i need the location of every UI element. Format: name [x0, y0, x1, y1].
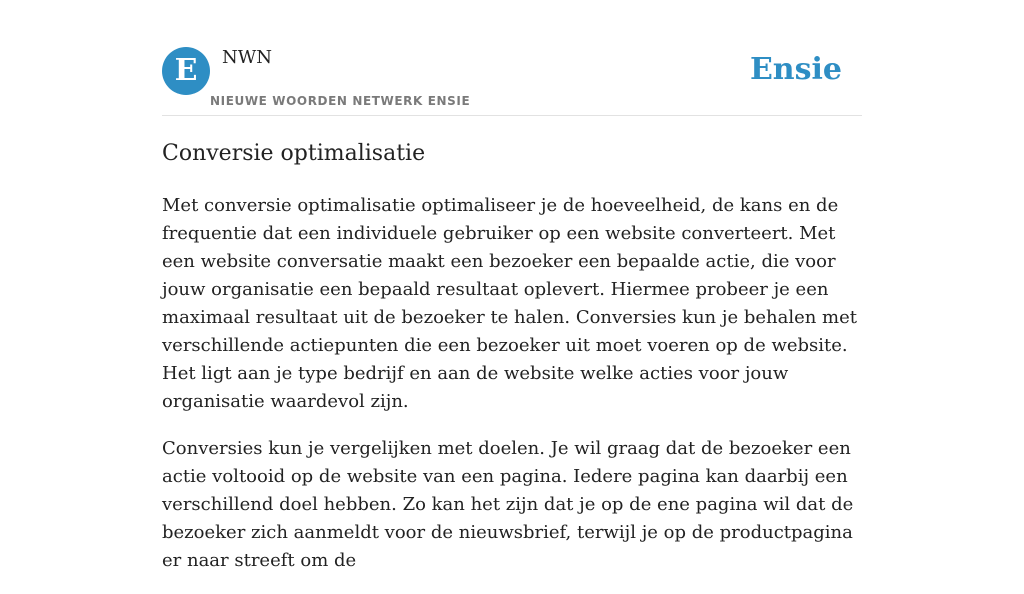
site-logo[interactable]: E [162, 47, 210, 95]
article-paragraph: Conversies kun je vergelijken met doelen. Je wil graag dat de bezoeker een actie voltooid op de website van een pagina. Iedere pagina kan daarbij een verschillend doel hebben. Zo kan het zijn dat je op de ene pagina wil dat de bezoeker zich aanmeldt voor de nieuwsbrief, terwijl je op de productpagina er naar streeft om de [162, 438, 854, 571]
site-subtitle: NIEUWE WOORDEN NETWERK ENSIE [210, 94, 471, 108]
header [162, 0, 862, 116]
article-body [162, 192, 862, 594]
article-paragraph: Met conversie optimalisatie optimaliseer je de hoeveelheid, de kans en de frequentie dat een individuele gebruiker op een website converteert. Met een website conversatie maakt een bezoeker een bepaalde actie, die voor jouw organisatie een bepaald resultaat oplevert. Hiermee probeer je een maximaal resultaat uit de bezoeker te halen. Conversies kun je behalen met verschillende actiepunten die een bezoeker uit moet voeren op de website. Het ligt aan je type bedrijf en aan de website welke acties voor jouw organisatie waardevol zijn. [162, 195, 858, 412]
brand-logo[interactable]: Ensie [749, 52, 842, 87]
article-card [162, 0, 862, 571]
article-title: Conversie optimalisatie [162, 141, 426, 166]
site-name[interactable]: NWN [222, 47, 273, 68]
